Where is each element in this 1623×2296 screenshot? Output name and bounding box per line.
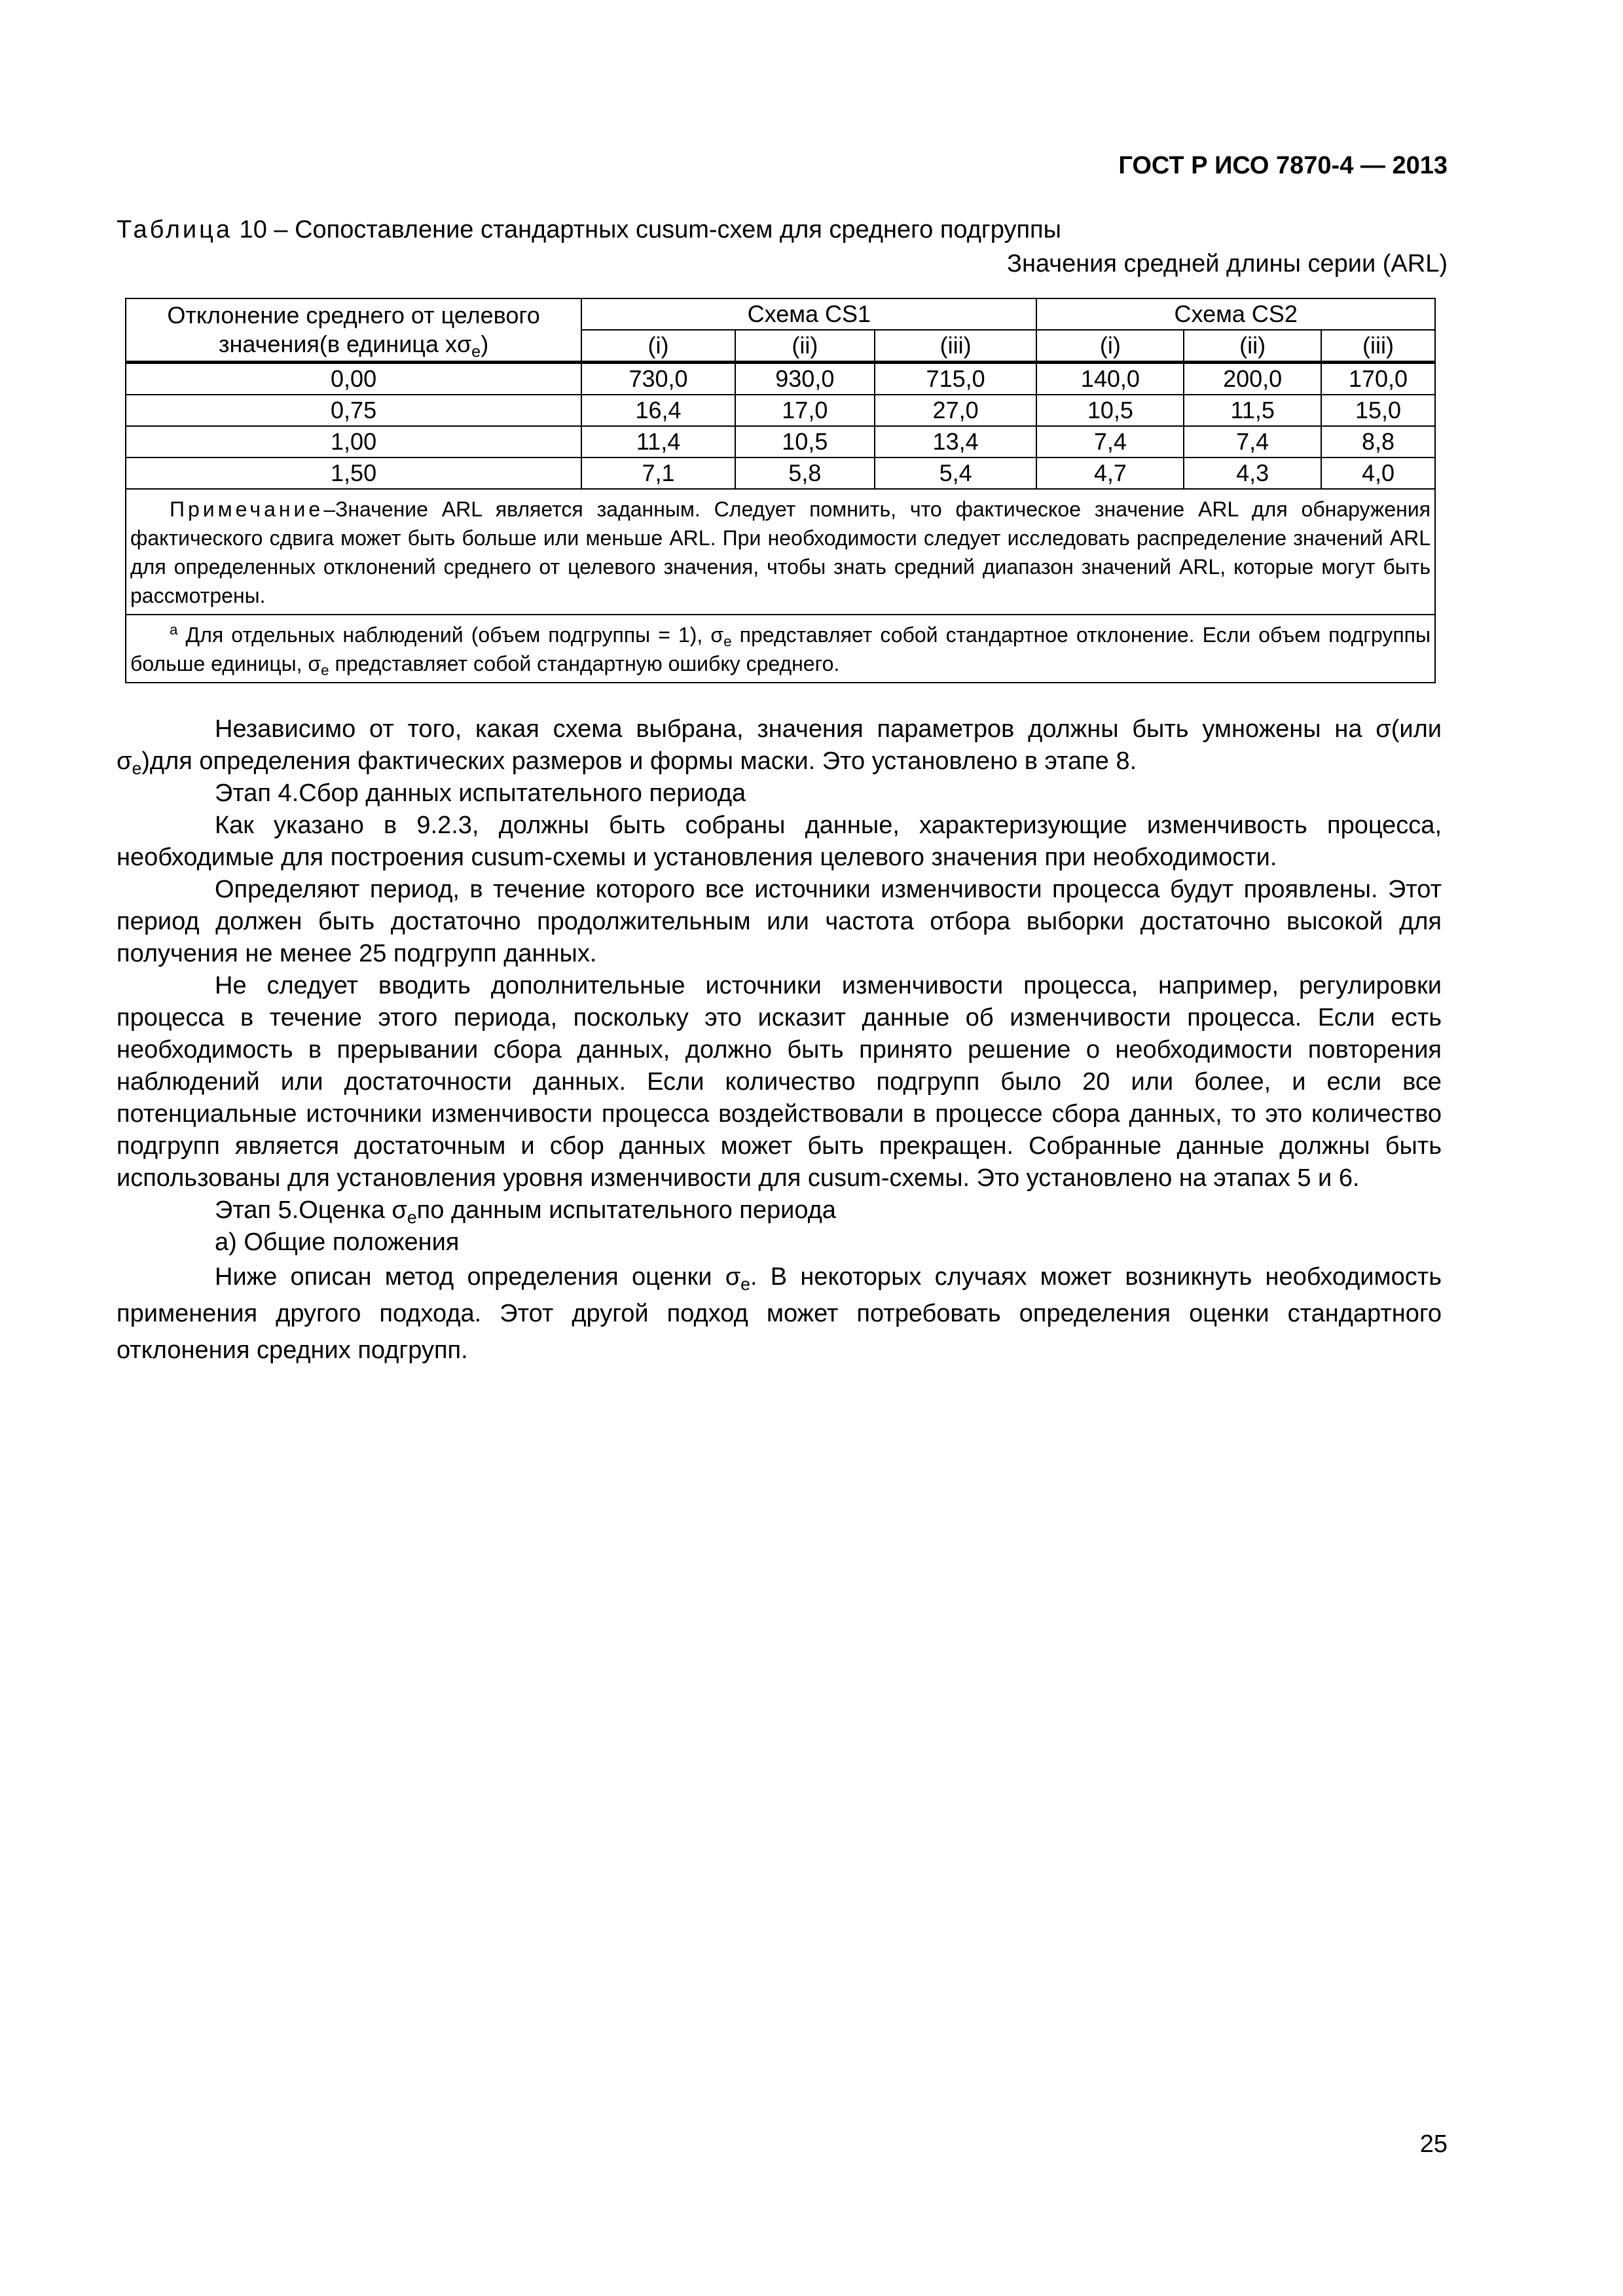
table-row [126, 395, 1435, 426]
table-note [126, 489, 1435, 615]
footnote-text-a: Для отдельных наблюдений (объем подгруппы = 1), σ [177, 623, 724, 647]
table-head-deviation-sub: е [471, 342, 481, 361]
paragraph-text: Независимо от того, какая схема выбрана, значения параметров должны быть умножены на σ(или σ [117, 715, 1442, 775]
paragraph-text: . В некоторых случаях может возникнуть необходимость применения другого подхода. Этот другой подход может потребовать определения оценки стандартного отклонения средних подгрупп. [117, 1263, 1442, 1364]
table-subheader-cell: (i) [1036, 330, 1184, 363]
table-cell-arl: 13,4 [875, 426, 1037, 457]
table-subheader-cell: (ii) [735, 330, 875, 363]
document-header: ГОСТ Р ИСО 7870-4 — 2013 [1118, 152, 1448, 179]
table-cell-arl: 11,4 [581, 426, 735, 457]
table-head-cs2: Схема CS2 [1036, 298, 1435, 330]
table-cell-arl: 16,4 [581, 395, 735, 426]
table-row [126, 363, 1435, 395]
table-head-deviation [126, 298, 581, 363]
body-text [117, 713, 1442, 1369]
footnote-mark: a [170, 621, 178, 638]
table-cell-arl: 27,0 [875, 395, 1037, 426]
table-cell-arl: 170,0 [1321, 363, 1435, 395]
table-caption-title: 10 – Сопоставление стандартных cusum-схем для среднего подгруппы [232, 216, 1061, 243]
table-cell-arl: 7,4 [1184, 426, 1321, 457]
table-head-deviation-close: ) [481, 331, 489, 357]
table-note-label: Примечание [170, 497, 324, 521]
table-head-deviation-line2 [130, 330, 577, 359]
table-cell-arl: 17,0 [735, 395, 875, 426]
paragraph [117, 1259, 1442, 1369]
table-head-deviation-line1: Отклонение среднего от целевого [167, 302, 540, 329]
table-cell-arl: 5,8 [735, 457, 875, 489]
paragraph: Как указано в 9.2.3, должны быть собраны данные, характеризующие изменчивость процесса, необходимые для построения cusum-схемы и установления целевого значения при необходимости. [117, 812, 1442, 871]
table-cell-arl: 5,4 [875, 457, 1037, 489]
table-note-text: –Значение ARL является заданным. Следует помнить, что фактическое значение ARL для обнаружения фактического сдвига может быть больше или меньше ARL. При необходимости следует исследовать распределение значений ARL для определенных отклонений среднего от целевого значения, чтобы знать средний диапазон значений ARL, которые могут быть рассмотрены. [130, 497, 1431, 607]
paragraph-sub: е [407, 1207, 417, 1227]
table-cell-arl: 730,0 [581, 363, 735, 395]
paragraph-step-heading [117, 1194, 1442, 1227]
paragraph-sub: е [132, 758, 142, 778]
table-caption-label: Таблица [117, 216, 232, 243]
table-cell-arl: 140,0 [1036, 363, 1184, 395]
footnote-sub-2: е [321, 662, 329, 679]
table-cell-arl: 10,5 [735, 426, 875, 457]
paragraph [117, 713, 1442, 778]
table-caption [117, 216, 1061, 244]
table-row [126, 457, 1435, 489]
paragraph-text: Ниже описан метод определения оценки σ [215, 1263, 741, 1291]
footnote-text-c: представляет собой стандартную ошибку среднего. [329, 652, 840, 675]
table-cell-deviation: 1,50 [126, 457, 581, 489]
table-cell-arl: 7,4 [1036, 426, 1184, 457]
footnote-text-b: представляет собой стандартное отклонение. Если объем подгруппы больше единицы, σ [130, 623, 1431, 675]
footnote-sub-1: е [723, 633, 732, 650]
table-cell-deviation: 0,00 [126, 363, 581, 395]
table-cell-arl: 4,0 [1321, 457, 1435, 489]
table-cell-arl: 715,0 [875, 363, 1037, 395]
paragraph-step-heading: Этап 4.Сбор данных испытательного периода [215, 780, 746, 807]
table-subheader-cell: (iii) [1321, 330, 1435, 363]
table-cell-arl: 4,7 [1036, 457, 1184, 489]
table-units-caption: Значения средней длины серии (ARL) [1007, 250, 1448, 278]
table-cell-deviation: 1,00 [126, 426, 581, 457]
table-subheader-cell: (iii) [875, 330, 1037, 363]
table-cell-arl: 930,0 [735, 363, 875, 395]
paragraph-text: по данным испытательного периода [416, 1196, 836, 1224]
table-cell-arl: 200,0 [1184, 363, 1321, 395]
paragraph-subheading: а) Общие положения [215, 1229, 460, 1256]
paragraph-text: Этап 5.Оценка σ [215, 1196, 407, 1224]
table-footnote [126, 615, 1435, 683]
table-cell-deviation: 0,75 [126, 395, 581, 426]
table-cell-arl: 11,5 [1184, 395, 1321, 426]
paragraph: Определяют период, в течение которого все источники изменчивости процесса будут проявлены. Этот период должен быть достаточно продолжительным или частота отбора выборки достаточно высокой для получения не менее 25 подгрупп данных. [117, 876, 1442, 967]
table-cell-arl: 10,5 [1036, 395, 1184, 426]
paragraph-text: )для определения фактических размеров и формы маски. Это установлено в этапе 8. [141, 747, 1137, 775]
page-number: 25 [1419, 2130, 1448, 2158]
table-cell-arl: 15,0 [1321, 395, 1435, 426]
arl-comparison-table [125, 298, 1436, 683]
table-body [126, 363, 1435, 490]
table-cell-arl: 7,1 [581, 457, 735, 489]
table-head-cs1: Схема CS1 [581, 298, 1036, 330]
table-cell-arl: 4,3 [1184, 457, 1321, 489]
table-row [126, 426, 1435, 457]
paragraph-sub: е [740, 1274, 750, 1294]
table-subheader-cell: (i) [581, 330, 735, 363]
table-subheader-cell: (ii) [1184, 330, 1321, 363]
table-head-deviation-text: значения(в единица хσ [218, 331, 472, 357]
table-cell-arl: 8,8 [1321, 426, 1435, 457]
paragraph: Не следует вводить дополнительные источники изменчивости процесса, например, регулировки процесса в течение этого периода, поскольку это исказит данные об изменчивости процесса. Если есть необходимость в прерывании сбора данных, должно быть принято решение о необходимости повторения наблюдений или достаточности данных. Если количество подгрупп было 20 или более, и если все потенциальные источники изменчивости процесса воздействовали в процессе сбора данных, то это количество подгрупп является достаточным и сбор данных может быть прекращен. Собранные данные должны быть использованы для установления уровня изменчивости для cusum-схемы. Это установлено на этапах 5 и 6. [117, 972, 1442, 1192]
